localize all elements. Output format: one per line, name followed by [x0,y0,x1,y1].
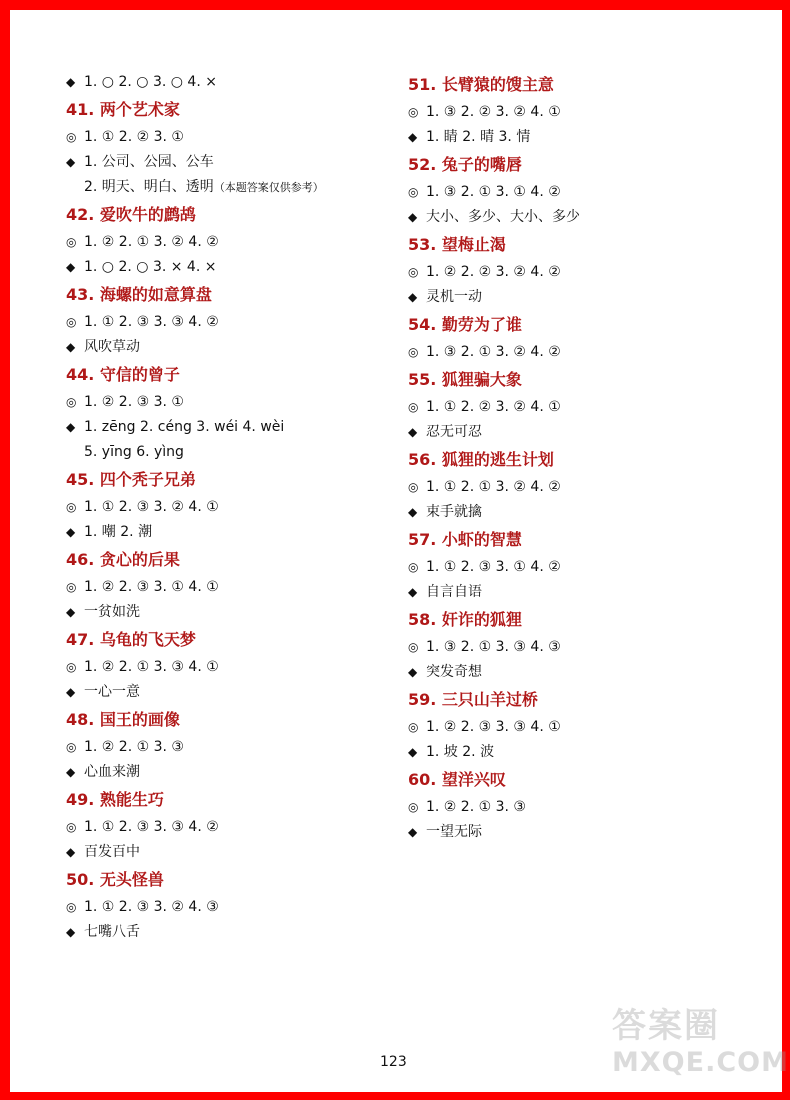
answer-text: 1. ① 2. ② 3. ② 4. ① [426,399,561,415]
answer-line [66,150,396,175]
answer-line [66,895,396,920]
answer-column-left [66,70,396,945]
answer-section [408,230,738,310]
diamond-bullet-icon: ◆ [408,425,418,439]
double-circle-bullet-icon: ◎ [66,900,77,914]
answer-text: 1. ③ 2. ① 3. ② 4. ② [426,344,561,360]
diamond-bullet-icon: ◆ [66,75,76,89]
answer-text: 心血来潮 [84,764,140,780]
answer-section [66,70,396,95]
story-title: 43. 海螺的如意算盘 [66,285,212,304]
double-circle-bullet-icon: ◎ [66,580,77,594]
double-circle-bullet-icon: ◎ [408,720,419,734]
double-circle-bullet-icon: ◎ [408,640,419,654]
diamond-bullet-icon: ◆ [66,155,76,169]
answer-line [66,175,396,200]
story-title: 48. 国王的画像 [66,710,180,729]
answer-text: 1. ③ 2. ① 3. ③ 4. ③ [426,639,561,655]
double-circle-bullet-icon: ◎ [408,560,419,574]
answer-text: 1. ② 2. ① 3. ③ [84,739,184,755]
answer-line [66,390,396,415]
answer-text: 1. ○ 2. ○ 3. ○ 4. × [84,74,217,90]
watermark-bottom-text: MXQE.COM [612,1047,789,1078]
double-circle-bullet-icon: ◎ [408,265,419,279]
story-title: 41. 两个艺术家 [66,100,180,119]
answer-section [66,465,396,545]
double-circle-bullet-icon: ◎ [66,660,77,674]
answer-text: 1. ① 2. ③ 3. ② 4. ③ [84,899,219,915]
answer-line [66,255,396,280]
answer-line [66,440,396,465]
answer-text: 1. zēng 2. céng 3. wéi 4. wèi [84,419,285,435]
answer-section [408,365,738,445]
answer-text: 5. yīng 6. yìng [84,444,184,460]
answer-line [66,840,396,865]
answer-line [408,100,738,125]
answer-line [66,70,396,95]
answer-section [408,525,738,605]
story-title: 50. 无头怪兽 [66,870,164,889]
diamond-bullet-icon: ◆ [66,765,76,779]
answer-text: 忍无可忍 [426,424,482,440]
answer-column-right [408,70,738,845]
story-title: 47. 乌龟的飞天梦 [66,630,196,649]
answer-section [408,605,738,685]
answer-text: 1. ① 2. ③ 3. ③ 4. ② [84,819,219,835]
answer-line [66,920,396,945]
story-title: 60. 望洋兴叹 [408,770,506,789]
answer-text: 1. 睛 2. 晴 3. 情 [426,129,531,145]
answer-line [408,475,738,500]
answer-text: 七嘴八舌 [84,924,140,940]
answer-section [66,200,396,280]
answer-section [66,705,396,785]
answer-text: 1. ② 2. ① 3. ③ 4. ① [84,659,219,675]
diamond-bullet-icon: ◆ [66,605,76,619]
answer-line [66,335,396,360]
answer-line [66,760,396,785]
diamond-bullet-icon: ◆ [66,260,76,274]
story-title: 52. 兔子的嘴唇 [408,155,522,174]
diamond-bullet-icon: ◆ [66,685,76,699]
double-circle-bullet-icon: ◎ [66,820,77,834]
answer-text: 1. ① 2. ③ 3. ② 4. ① [84,499,219,515]
story-title: 55. 狐狸骗大象 [408,370,522,389]
answer-section [408,765,738,845]
answer-text: 1. ② 2. ② 3. ② 4. ② [426,264,561,280]
diamond-bullet-icon: ◆ [66,340,76,354]
answer-line [66,680,396,705]
answer-text: 一望无际 [426,824,482,840]
answer-line [66,655,396,680]
diamond-bullet-icon: ◆ [66,925,76,939]
double-circle-bullet-icon: ◎ [408,800,419,814]
answer-line [408,125,738,150]
answer-line [66,495,396,520]
answer-line [408,420,738,445]
answer-text: 百发百中 [84,844,140,860]
answer-text: 一贫如洗 [84,604,140,620]
story-title: 42. 爱吹牛的鹧鸪 [66,205,196,224]
answer-line [66,815,396,840]
answer-text: 大小、多少、大小、多少 [426,209,580,225]
answer-section [66,785,396,865]
answer-text: 束手就擒 [426,504,482,520]
diamond-bullet-icon: ◆ [408,825,418,839]
answer-line [66,310,396,335]
answer-text: 灵机一动 [426,289,482,305]
answer-line [66,735,396,760]
answer-text: 1. ② 2. ③ 3. ① 4. ① [84,579,219,595]
diamond-bullet-icon: ◆ [408,505,418,519]
diamond-bullet-icon: ◆ [408,745,418,759]
story-title: 49. 熟能生巧 [66,790,164,809]
diamond-bullet-icon: ◆ [408,665,418,679]
answer-line [66,520,396,545]
answer-section [66,280,396,360]
answer-text: 2. 明天、明白、透明 [84,179,214,195]
diamond-bullet-icon: ◆ [408,585,418,599]
answer-section [408,150,738,230]
diamond-bullet-icon: ◆ [66,845,76,859]
answer-section [66,360,396,465]
answer-text: 1. ③ 2. ② 3. ② 4. ① [426,104,561,120]
answer-line [66,125,396,150]
double-circle-bullet-icon: ◎ [408,185,419,199]
story-title: 56. 狐狸的逃生计划 [408,450,554,469]
double-circle-bullet-icon: ◎ [66,395,77,409]
answer-line [408,740,738,765]
answer-text: 自言自语 [426,584,482,600]
answer-section [66,865,396,945]
answer-text: 1. ① 2. ③ 3. ③ 4. ② [84,314,219,330]
answer-text: 一心一意 [84,684,140,700]
answer-line [408,500,738,525]
answer-line [408,635,738,660]
double-circle-bullet-icon: ◎ [66,500,77,514]
answer-note: （本题答案仅供参考） [213,181,324,194]
answer-line [408,715,738,740]
double-circle-bullet-icon: ◎ [408,400,419,414]
answer-text: 1. 坡 2. 波 [426,744,495,760]
answer-text: 1. 嘲 2. 潮 [84,524,153,540]
answer-text: 1. ② 2. ③ 3. ① [84,394,184,410]
answer-line [66,415,396,440]
diamond-bullet-icon: ◆ [408,290,418,304]
answer-line [408,820,738,845]
answer-text: 风吹草动 [84,339,140,355]
answer-line [408,395,738,420]
answer-line [408,795,738,820]
answer-line [66,600,396,625]
double-circle-bullet-icon: ◎ [66,315,77,329]
answer-line [408,340,738,365]
answer-text: 1. ② 2. ① 3. ③ [426,799,526,815]
story-title: 44. 守信的曾子 [66,365,180,384]
double-circle-bullet-icon: ◎ [66,130,77,144]
answer-text: 1. ① 2. ② 3. ① [84,129,184,145]
answer-section [408,685,738,765]
double-circle-bullet-icon: ◎ [408,345,419,359]
story-title: 57. 小虾的智慧 [408,530,522,549]
story-title: 51. 长臂猿的馊主意 [408,75,554,94]
answer-text: 1. ① 2. ③ 3. ① 4. ② [426,559,561,575]
diamond-bullet-icon: ◆ [66,420,76,434]
answer-line [66,230,396,255]
answer-text: 1. ○ 2. ○ 3. × 4. × [84,259,217,275]
story-title: 45. 四个秃子兄弟 [66,470,196,489]
answer-line [66,575,396,600]
answer-line [408,285,738,310]
answer-text: 1. ③ 2. ① 3. ① 4. ② [426,184,561,200]
answer-text: 1. ② 2. ③ 3. ③ 4. ① [426,719,561,735]
answer-text: 突发奇想 [426,664,482,680]
answer-line [408,205,738,230]
diamond-bullet-icon: ◆ [408,210,418,224]
double-circle-bullet-icon: ◎ [408,105,419,119]
answer-text: 1. ① 2. ① 3. ② 4. ② [426,479,561,495]
answer-text: 1. ② 2. ① 3. ② 4. ② [84,234,219,250]
answer-line [408,660,738,685]
story-title: 59. 三只山羊过桥 [408,690,538,709]
story-title: 53. 望梅止渴 [408,235,506,254]
answer-section [408,70,738,150]
diamond-bullet-icon: ◆ [66,525,76,539]
answer-section [66,95,396,200]
double-circle-bullet-icon: ◎ [408,480,419,494]
diamond-bullet-icon: ◆ [408,130,418,144]
answer-section [408,310,738,365]
story-title: 46. 贪心的后果 [66,550,180,569]
answer-line [408,260,738,285]
answer-section [66,625,396,705]
page-number: 123 [380,1054,407,1070]
story-title: 58. 奸诈的狐狸 [408,610,522,629]
story-title: 54. 勤劳为了谁 [408,315,522,334]
answer-line [408,555,738,580]
double-circle-bullet-icon: ◎ [66,235,77,249]
answer-line [408,580,738,605]
double-circle-bullet-icon: ◎ [66,740,77,754]
watermark-top-text: 答案圈 [612,1006,720,1046]
answer-line [408,180,738,205]
answer-text: 1. 公司、公园、公车 [84,154,214,170]
answer-section [408,445,738,525]
answer-section [66,545,396,625]
